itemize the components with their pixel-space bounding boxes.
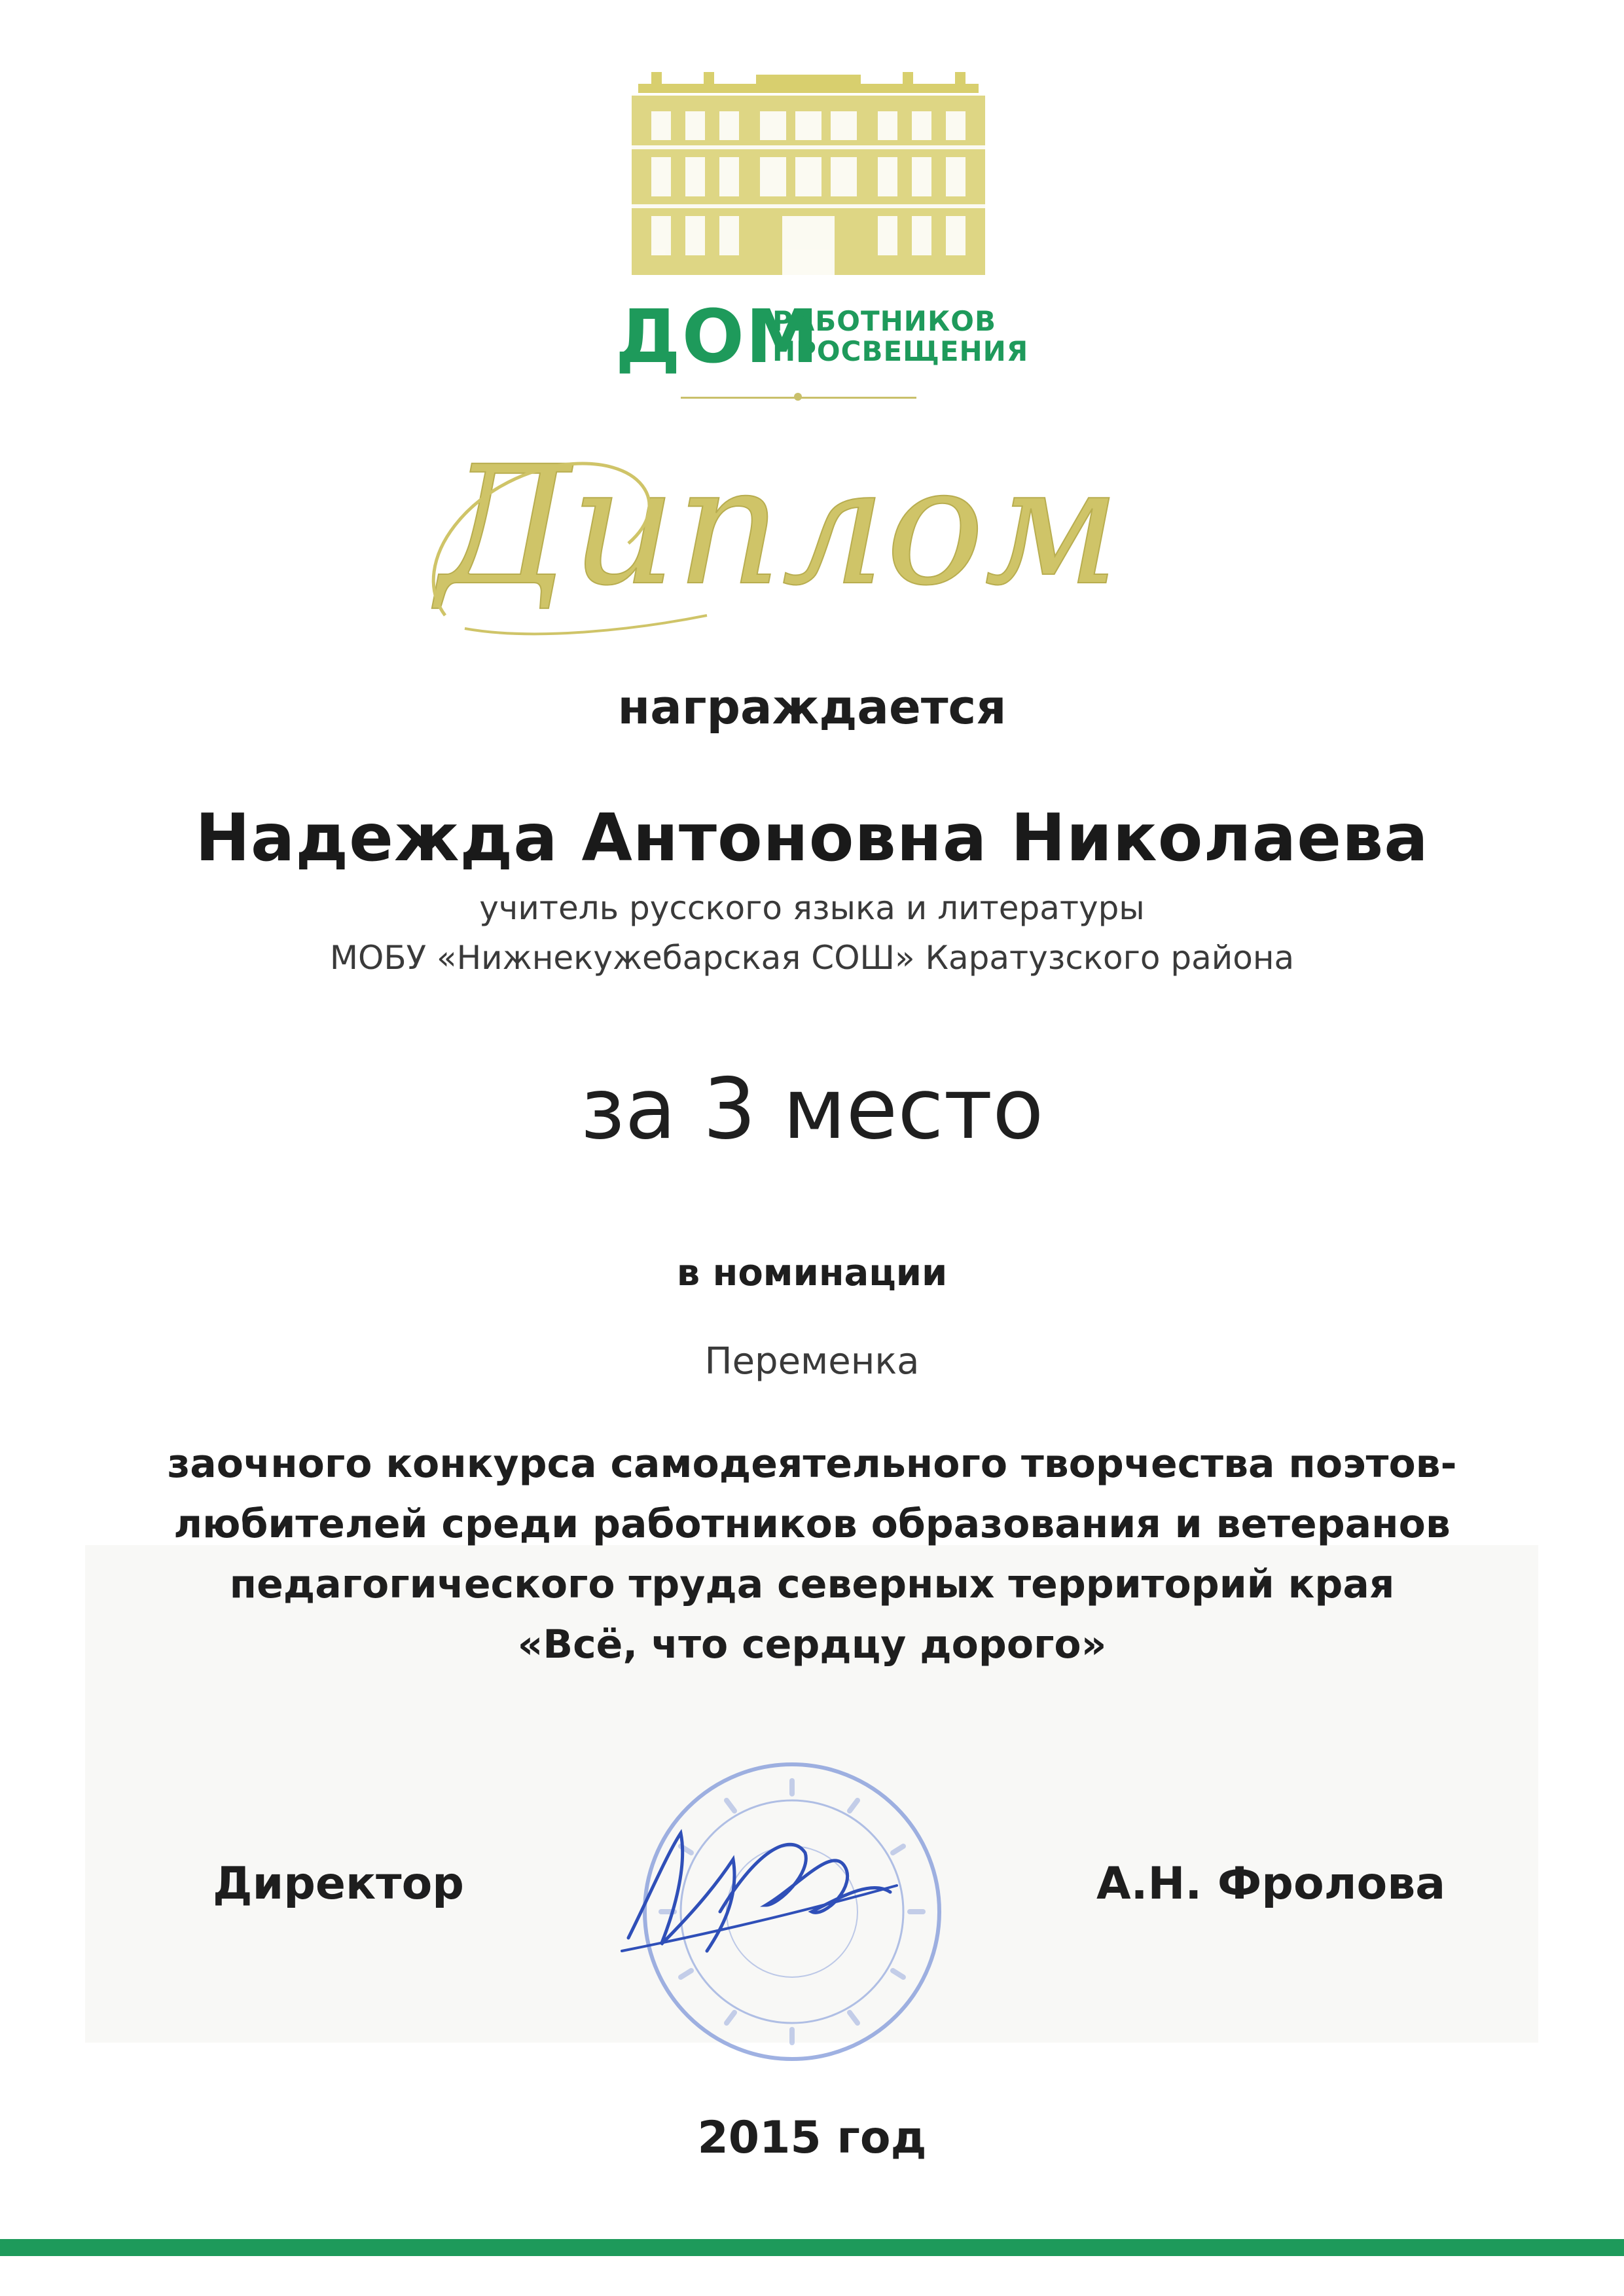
logo-line-1: РАБОТНИКОВ bbox=[772, 305, 997, 337]
logo-subtitle bbox=[772, 306, 1028, 367]
nomination-label: в номинации bbox=[676, 1252, 948, 1294]
bottom-green-band bbox=[0, 2239, 1624, 2256]
contest-line: педагогического труда северных территорий края bbox=[229, 1561, 1395, 1607]
logo-divider-dot bbox=[794, 393, 802, 401]
signatory-name: А.Н. Фролова bbox=[1096, 1858, 1446, 1910]
diploma-title bbox=[367, 419, 1191, 661]
recipient-name: Надежда Антоновна Николаева bbox=[195, 799, 1429, 876]
contest-description bbox=[0, 1434, 1624, 1675]
signature-icon bbox=[609, 1807, 910, 1977]
building-logo-icon bbox=[625, 72, 992, 275]
logo-line-2: ПРОСВЕЩЕНИЯ bbox=[772, 335, 1029, 367]
nomination-name: Переменка bbox=[704, 1340, 920, 1383]
contest-line: заочного конкурса самодеятельного творчества поэтов- bbox=[167, 1441, 1457, 1487]
recipient-position: учитель русского языка и литературы bbox=[479, 889, 1145, 927]
contest-title: «Всё, что сердцу дорого» bbox=[517, 1622, 1107, 1667]
logo-wordmark bbox=[615, 295, 1029, 380]
awarded-label: награждается bbox=[617, 680, 1007, 735]
diploma-title-text: Диплом bbox=[437, 431, 1121, 621]
signatory-role: Директор bbox=[213, 1858, 464, 1910]
award-year: 2015 год bbox=[697, 2112, 927, 2164]
award-place: за 3 место bbox=[580, 1061, 1044, 1158]
logo-dom: ДОМ bbox=[615, 295, 820, 380]
recipient-school: МОБУ «Нижнекужебарская СОШ» Каратузского района bbox=[329, 939, 1295, 977]
contest-line: любителей среди работников образования и ветеранов bbox=[173, 1501, 1451, 1547]
